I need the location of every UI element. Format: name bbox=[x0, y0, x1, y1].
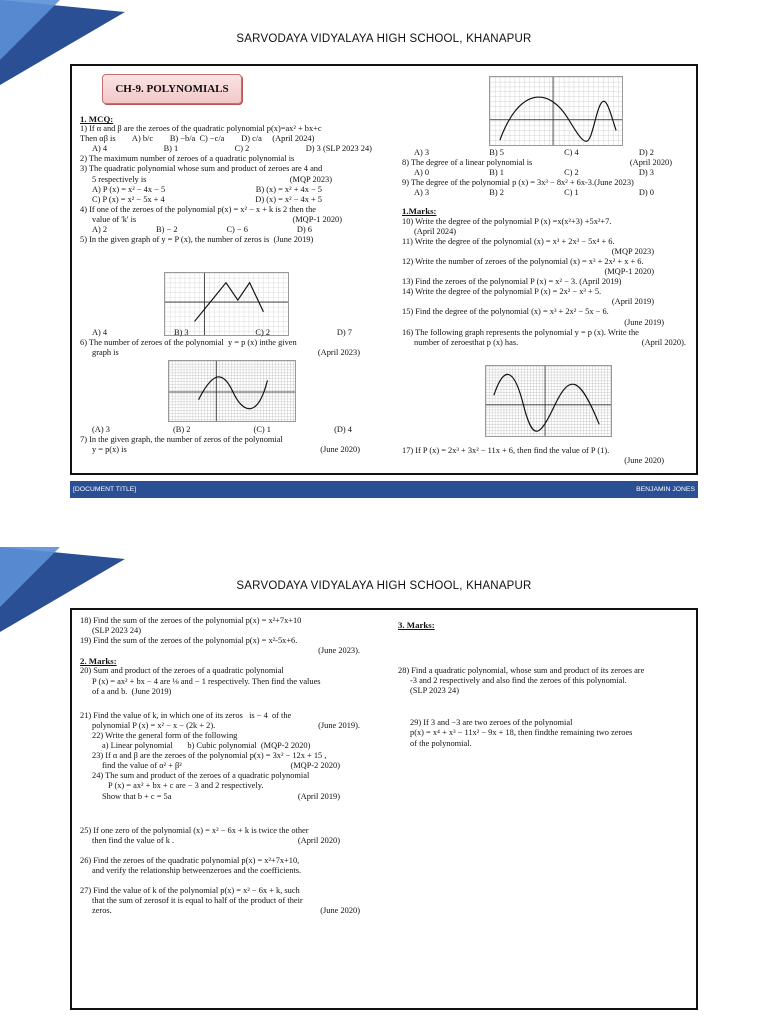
source-tag: (April 2020) bbox=[629, 158, 672, 168]
option: D) 3 bbox=[638, 168, 654, 178]
option: B) 5 bbox=[489, 148, 504, 157]
source-tag: (MQP 2023) bbox=[289, 174, 332, 184]
q8-options bbox=[402, 168, 694, 178]
graph-q7 bbox=[489, 76, 623, 146]
page-gap bbox=[0, 512, 768, 547]
source-tag: (June 2019). bbox=[318, 720, 360, 730]
question-25-cont: then find the value of k . bbox=[92, 835, 175, 845]
source-tag: (April 2020). bbox=[641, 337, 686, 347]
graph-q16 bbox=[485, 365, 612, 437]
option: A) 4 bbox=[92, 144, 108, 154]
question-9: 9) The degree of the polynomial p (x) = 3x³ − 8x² + 6x-3.(June 2023) bbox=[402, 178, 634, 188]
option: C) 2 bbox=[234, 144, 250, 154]
document-title: [DOCUMENT TITLE] bbox=[73, 486, 137, 493]
question-24-cont: Show that b + c = 5a bbox=[102, 791, 172, 801]
two-mark-header: 2. Marks: bbox=[80, 656, 117, 667]
question-24-cont: P (x) = ax² + bx + c are − 3 and 2 respectively. bbox=[108, 781, 264, 791]
question-21: 21) Find the value of k, in which one of its zeros is − 4 of the bbox=[80, 710, 292, 720]
right-column bbox=[402, 148, 694, 348]
left-column bbox=[80, 616, 380, 916]
q1-answer-row bbox=[80, 144, 372, 154]
question-10: 10) Write the degree of the polynomial P (x) =x(x²+3) +5x²+7. bbox=[402, 216, 612, 226]
left-column-lower bbox=[80, 328, 372, 358]
question-4: 4) If one of the zeroes of the polynomial p(x) = x² − x + k is 2 then the bbox=[80, 204, 317, 214]
q3-options-row2 bbox=[80, 195, 372, 205]
question-19: 19) Find the sum of the zeroes of the polynomial p(x) = x²-5x+6. bbox=[80, 636, 298, 646]
option: A) 3 bbox=[414, 188, 430, 198]
question-29-cont: p(x) = x⁴ + x³ − 11x² − 9x + 18, then findthe remaining two zeroes bbox=[410, 728, 633, 738]
mcq-header: 1. MCQ: bbox=[80, 114, 114, 124]
worksheet-frame bbox=[70, 64, 698, 475]
q16-line bbox=[402, 338, 694, 348]
question-12: 12) Write the number of zeroes of the polynomial (x) = x³ + 2x² + x + 6. bbox=[402, 256, 644, 266]
graph-q7-plot bbox=[490, 77, 622, 145]
question-11: 11) Write the degree of the polynomial (x) = x³ + 2x³ − 5x⁴ + 6. bbox=[402, 236, 615, 246]
page-footer bbox=[70, 481, 698, 498]
left-column bbox=[80, 114, 372, 245]
question-26-cont: and verify the relationship betweenzeroes and the coefficients. bbox=[92, 865, 302, 875]
source-tag: (SLP 2023 24) bbox=[92, 626, 142, 636]
question-23: 23) If α and β are the zeroes of the polynomial p(x) = 3x² − 12x + 15 , bbox=[92, 751, 327, 761]
q23-line bbox=[80, 761, 380, 771]
q21-line bbox=[80, 721, 380, 731]
source-tag: (June 2020) bbox=[320, 445, 360, 455]
author-name: BENJAMIN JONES bbox=[636, 486, 695, 493]
option: D) 7 bbox=[336, 328, 352, 337]
source-tag: (June 2020) bbox=[624, 456, 664, 466]
right-column bbox=[398, 620, 692, 749]
question-17: 17) If P (x) = 2x³ + 3x² − 11x + 6, then find the value of P (1). bbox=[402, 446, 610, 455]
question-6-cont: graph is bbox=[92, 348, 119, 358]
question-1: 1) If α and β are the zeroes of the quadratic polynomial p(x)=ax² + bx+c bbox=[80, 124, 322, 134]
question-14: 14) Write the degree of the polynomial P (x) = 2x² − x³ + 5. bbox=[402, 287, 602, 297]
q25-line bbox=[80, 836, 380, 846]
source-tag: (April 2024) bbox=[414, 226, 457, 236]
question-18: 18) Find the sum of the zeroes of the polynomial p(x) = x²+7x+10 bbox=[80, 616, 302, 625]
question-6: 6) The number of zeroes of the polynomial y = p (x) inthe given bbox=[80, 338, 297, 348]
worksheet-frame bbox=[70, 608, 698, 1010]
option: C) P (x) = x² − 5x + 4 bbox=[92, 194, 165, 204]
q8-line bbox=[402, 158, 694, 168]
one-mark-header: 1.Marks: bbox=[402, 206, 437, 217]
source-tag: (SLP 2023 24) bbox=[410, 686, 460, 696]
option: A) 2 bbox=[92, 225, 108, 235]
question-15: 15) Find the degree of the polynomial (x) = x³ + 2x² − 5x − 6. bbox=[402, 307, 609, 317]
three-mark-header: 3. Marks: bbox=[398, 620, 435, 630]
question-22-cont: a) Linear polynomial b) Cubic polynomial (MQP-2 2020) bbox=[102, 741, 311, 751]
source-tag: (MQP-2 2020) bbox=[290, 761, 340, 771]
option: B) 1 bbox=[489, 168, 504, 178]
question-20: 20) Sum and product of the zeroes of a quadratic polynomial bbox=[80, 666, 284, 676]
option: B) 2 bbox=[489, 188, 504, 198]
option: A) 4 bbox=[92, 328, 108, 337]
right-column-bottom bbox=[402, 446, 694, 466]
question-28: 28) Find a quadratic polynomial, whose sum and product of its zeroes are bbox=[398, 666, 645, 676]
option: D) (x) = x² − 4x + 5 bbox=[255, 194, 322, 204]
graph-q16-plot bbox=[486, 366, 611, 436]
option: D) 3 (SLP 2023 24) bbox=[305, 144, 372, 154]
question-7-cont: y = p(x) is bbox=[92, 445, 127, 455]
question-16-cont: number of zeroesthat p (x) has. bbox=[414, 337, 519, 347]
option: D) 0 bbox=[638, 188, 654, 198]
source-tag: (June 2023). bbox=[318, 646, 360, 656]
option: B) 1 bbox=[163, 144, 179, 154]
graph-q6-plot bbox=[169, 361, 295, 421]
source-tag: (MQP-1 2020) bbox=[604, 267, 654, 277]
chapter-title: CH-9. POLYNOMIALS bbox=[102, 74, 242, 104]
school-header: SARVODAYA VIDYALAYA HIGH SCHOOL, KHANAPUR bbox=[236, 33, 532, 45]
document-page-2 bbox=[0, 547, 768, 1024]
graph-q5-plot bbox=[165, 273, 288, 335]
question-5: 5) In the given graph of y = P (x), the number of zeros is (June 2019) bbox=[80, 235, 314, 245]
q5-options bbox=[80, 328, 372, 338]
question-7: 7) In the given graph, the number of zeros of the polynomial bbox=[80, 435, 283, 445]
option: D) 2 bbox=[638, 148, 654, 157]
question-27-cont: zeros. bbox=[92, 906, 112, 916]
question-1-options: Then αβ is A) b/c B) −b/a C) −c/a D) c/a (April 2024) bbox=[80, 134, 315, 144]
option: D) 6 bbox=[296, 225, 312, 235]
q4-options bbox=[80, 225, 372, 235]
option: A) 3 bbox=[414, 148, 430, 157]
graph-q5 bbox=[164, 272, 289, 336]
source-tag: (MQP 2023) bbox=[611, 246, 654, 256]
question-27: 27) Find the value of k of the polynomial p(x) = x² − 6x + k, such bbox=[80, 885, 300, 895]
question-8: 8) The degree of a linear polynomial is bbox=[402, 158, 533, 168]
option: (D) 4 bbox=[334, 425, 352, 434]
option: A) 0 bbox=[414, 168, 430, 178]
q7-line bbox=[80, 445, 372, 455]
q6-line bbox=[80, 348, 372, 358]
option: C) 2 bbox=[564, 168, 579, 178]
source-tag: (MQP-1 2020) bbox=[292, 214, 342, 224]
q7-options bbox=[402, 148, 694, 158]
q3-line bbox=[80, 175, 372, 185]
question-23-cont: find the value of α² + β² bbox=[102, 761, 182, 771]
question-28-cont: -3 and 2 respectively and also find the zeroes of this polynomial. bbox=[410, 676, 627, 686]
question-29: 29) If 3 and −3 are two zeroes of the polynomial bbox=[410, 718, 573, 728]
source-tag: (April 2019) bbox=[297, 791, 340, 801]
graph-q6 bbox=[168, 360, 296, 422]
question-3-cont: 5 respectively is bbox=[92, 174, 147, 184]
source-tag: (June 2019) bbox=[624, 317, 664, 327]
option: C) 4 bbox=[564, 148, 579, 157]
q4-line bbox=[80, 215, 372, 225]
school-header: SARVODAYA VIDYALAYA HIGH SCHOOL, KHANAPUR bbox=[236, 580, 532, 592]
question-24: 24) The sum and product of the zeroes of a quadratic polynomial bbox=[92, 771, 310, 781]
question-2: 2) The maximum number of zeroes of a quadratic polynomial is bbox=[80, 154, 295, 164]
q3-options-row1 bbox=[80, 185, 372, 195]
option: C) 1 bbox=[564, 188, 579, 198]
question-29-cont: of the polynomial. bbox=[410, 738, 472, 748]
option: B) (x) = x² + 4x − 5 bbox=[255, 184, 322, 194]
question-26: 26) Find the zeroes of the quadratic polynomial p(x) = x²+7x+10, bbox=[80, 855, 300, 865]
source-tag: (June 2020) bbox=[320, 906, 360, 916]
source-tag: (April 2019) bbox=[611, 297, 654, 307]
question-22: 22) Write the general form of the following bbox=[92, 730, 238, 740]
source-tag: (April 2023) bbox=[317, 348, 360, 358]
question-13: 13) Find the zeroes of the polynomial P (x) = x² − 3. (April 2019) bbox=[402, 277, 622, 287]
question-27-cont: that the sum of zerosof it is equal to half of the product of their bbox=[92, 896, 303, 906]
question-3: 3) The quadratic polynomial whose sum and product of zeroes are 4 and bbox=[80, 164, 323, 174]
option: A) P (x) = x² − 4x − 5 bbox=[92, 184, 166, 194]
option: B) 3 bbox=[173, 328, 189, 337]
question-20-cont: P (x) = ax² + bx − 4 are ⅛ and − 1 respectively. Then find the values bbox=[92, 676, 321, 686]
option: (B) 2 bbox=[173, 425, 191, 434]
option: B) − 2 bbox=[156, 225, 178, 235]
question-21-cont: polynomial P (x) = x² − x − (2k + 2). bbox=[92, 720, 216, 730]
left-column-bottom bbox=[80, 425, 372, 455]
q9-options bbox=[402, 188, 694, 198]
q6-options bbox=[80, 425, 372, 435]
q24-line bbox=[80, 792, 380, 802]
q27-line bbox=[80, 906, 380, 916]
question-25: 25) If one zero of the polynomial (x) = x² − 6x + k is twice the other bbox=[80, 825, 309, 835]
question-16: 16) The following graph represents the polynomial y = p (x). Write the bbox=[402, 327, 639, 337]
option: (A) 3 bbox=[92, 425, 110, 434]
option: C) 2 bbox=[255, 328, 271, 337]
option: (C) 1 bbox=[253, 425, 271, 434]
option: C) − 6 bbox=[226, 225, 248, 235]
question-4-cont: value of 'k' is bbox=[92, 214, 137, 224]
question-20-cont: of a and b. (June 2019) bbox=[92, 686, 172, 696]
source-tag: (April 2020) bbox=[297, 835, 340, 845]
